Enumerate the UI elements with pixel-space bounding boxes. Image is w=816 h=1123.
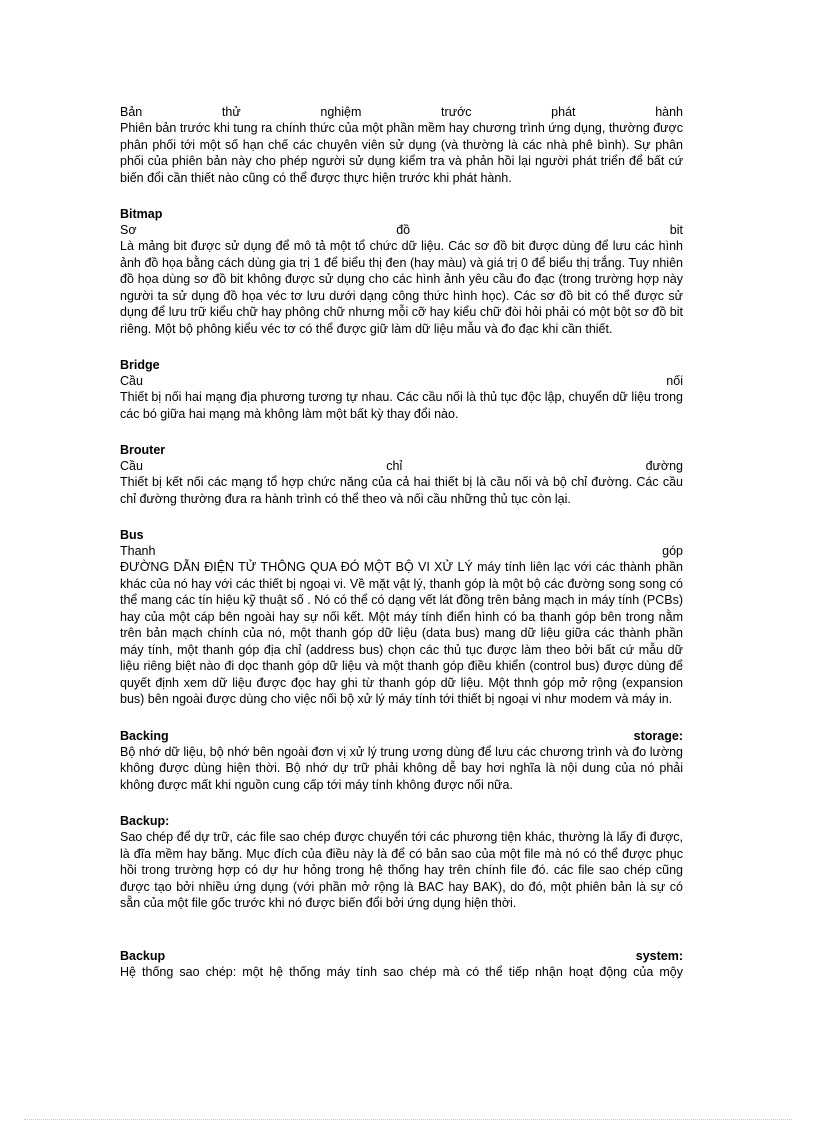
entry-translation: Cầu chỉ đường xyxy=(120,459,683,473)
glossary-entry-beta xyxy=(120,104,683,186)
entry-term-part: system: xyxy=(635,948,683,963)
entry-term: Bitmap xyxy=(120,207,163,221)
entry-definition: ĐƯỜNG DẪN ĐIỆN TỬ THÔNG QUA ĐÓ MỘT BỘ VI XỬ LÝ máy tính liên lạc với các thành phần khác của nó hay với các thiết bị ngoại vi. Về mặt vật lý, thanh góp là một bộ các đường song song có thể mang các tín hiệu kỹ thuật số . Nó có thể có dạng vết lát đồng trên bảng mạch in máy tính (PCBs) hay của một cáp bên ngoài hay sự nối kết. Một máy tính điển hình có ba thanh góp bên trong nằm trên bản mạch chính của nó, một thanh góp dữ liệu (data bus) mang dữ liệu giữa các thành phần máy tính, một thanh góp địa chỉ (address bus) chọn các thủ tục được làm theo bởi bất cứ mẫu dữ liệu riêng biệt nào đi dọc thanh góp dữ liệu và một thanh góp điều khiển (control bus) được dùng để quyết định xem dữ liệu được đọc hay ghi từ thanh góp dữ liệu. Một thnh góp mở rộng (expansion bus) bên ngoài được dùng cho việc nối bộ xử lý máy tính tới thiết bị ngoại vi như modem và máy in. xyxy=(120,560,683,706)
entry-term: Bridge xyxy=(120,358,160,372)
glossary-entry-backup-system xyxy=(120,948,683,981)
entry-definition: Bộ nhớ dữ liệu, bộ nhớ bên ngoài đơn vị xử lý trung ương dùng để lưu các chương trình và đo lường không được dùng hiện thời. Bộ nhớ dự trữ phải không dễ bay hơi nghĩa là nội dung của nó phải không được mất khi nguồn cung cấp tới máy tính không được nối nữa. xyxy=(120,744,683,792)
entry-translation: Thanh góp xyxy=(120,544,683,558)
entry-term-part: Backing xyxy=(120,728,169,743)
entry-term-part: Backup xyxy=(120,948,166,963)
entry-definition: Sao chép để dự trữ, các file sao chép được chuyển tới các phương tiện khác, thường là lấy đi được, là đĩa mềm hay băng. Mục đích của điều này là để có bản sao của một file mà nó có thể được phục hồi trong trường hợp có dự hư hỏng trong hệ thống hay trên chính file đó. các file sao chép cũng được tạo bởi nhiều ứng dụng (với phần mở rộng là BAC hay BAK), do đó, một phiên bản là sự có sẵn của một file gốc trước khi nó được biến đổi bởi ứng dụng hiện thời. xyxy=(120,830,683,910)
entry-definition: Thiết bị nối hai mạng địa phương tương tự nhau. Các cầu nối là thủ tục độc lập, chuyển dữ liệu trong các bó giữa hai mạng mà không làm một bất kỳ thay đổi nào. xyxy=(120,390,683,421)
entry-term xyxy=(120,728,683,744)
glossary-entry-backing-storage xyxy=(120,728,683,794)
glossary-entry-brouter xyxy=(120,442,683,507)
entry-term: Backup: xyxy=(120,814,170,828)
glossary-entry-bridge xyxy=(120,357,683,422)
entry-term: Brouter xyxy=(120,443,166,457)
glossary-entry-backup xyxy=(120,813,683,912)
entry-translation: Sơ đồ bit xyxy=(120,223,683,237)
document-page xyxy=(120,104,683,980)
entry-translation: Bản thử nghiệm trước phát hành xyxy=(120,105,683,119)
glossary-entry-bus xyxy=(120,527,683,708)
entry-definition: Thiết bị kết nối các mạng tổ hợp chức năng của cả hai thiết bị là cầu nối và bộ chỉ đường. Các cầu chỉ đường thường đưa ra hành trình có thể theo và nối cầu những thủ tục còn lại. xyxy=(120,475,683,506)
entry-term: Bus xyxy=(120,528,144,542)
entry-definition: Hệ thống sao chép: một hệ thống máy tính sao chép mà có thể tiếp nhận hoạt động của mộy xyxy=(120,964,683,979)
entry-definition: Phiên bản trước khi tung ra chính thức của một phần mềm hay chương trình ứng dụng, thường được phân phối tới một số hạn chế các chuyên viên sử dụng (và thường là các nhà phê bình). Sự phân phối của phiên bản này cho phép người sử dụng kiểm tra và phản hồi lại người phát triển để bất cứ biến đổi cần thiết nào cũng có thể được thực hiện trước khi phát hành. xyxy=(120,121,683,185)
entry-term-part: storage: xyxy=(633,728,683,743)
entry-translation: Cầu nối xyxy=(120,374,683,388)
page-footer-divider xyxy=(24,1119,792,1120)
entry-term xyxy=(120,948,683,964)
entry-definition: Là mảng bit được sử dụng để mô tả một tổ chức dữ liệu. Các sơ đồ bit được dùng để lưu các hình ảnh đồ họa bằng cách dùng gia trị 1 để biểu thị đen (hay màu) và giá trị 0 để biểu thị trắng. Tuy nhiên đồ họa dùng sơ đồ bit không được sử dụng cho các hình ảnh yêu cầu đo đạc (trong trường hợp này người ta sử dụng đồ họa véc tơ lưu dưới dạng công thức hình học). Các sơ đồ bit có thể được sử dụng để lưu trữ kiểu chữ hay phông chữ nhưng mỗi cỡ hay kiểu chữ đòi hỏi phải có một bột sơ đồ bit riêng. Một bộ phông kiểu véc tơ có thể được giữ làm dữ liệu mẫu và đo đạc khi cần thiết. xyxy=(120,239,683,336)
glossary-entry-bitmap xyxy=(120,206,683,337)
